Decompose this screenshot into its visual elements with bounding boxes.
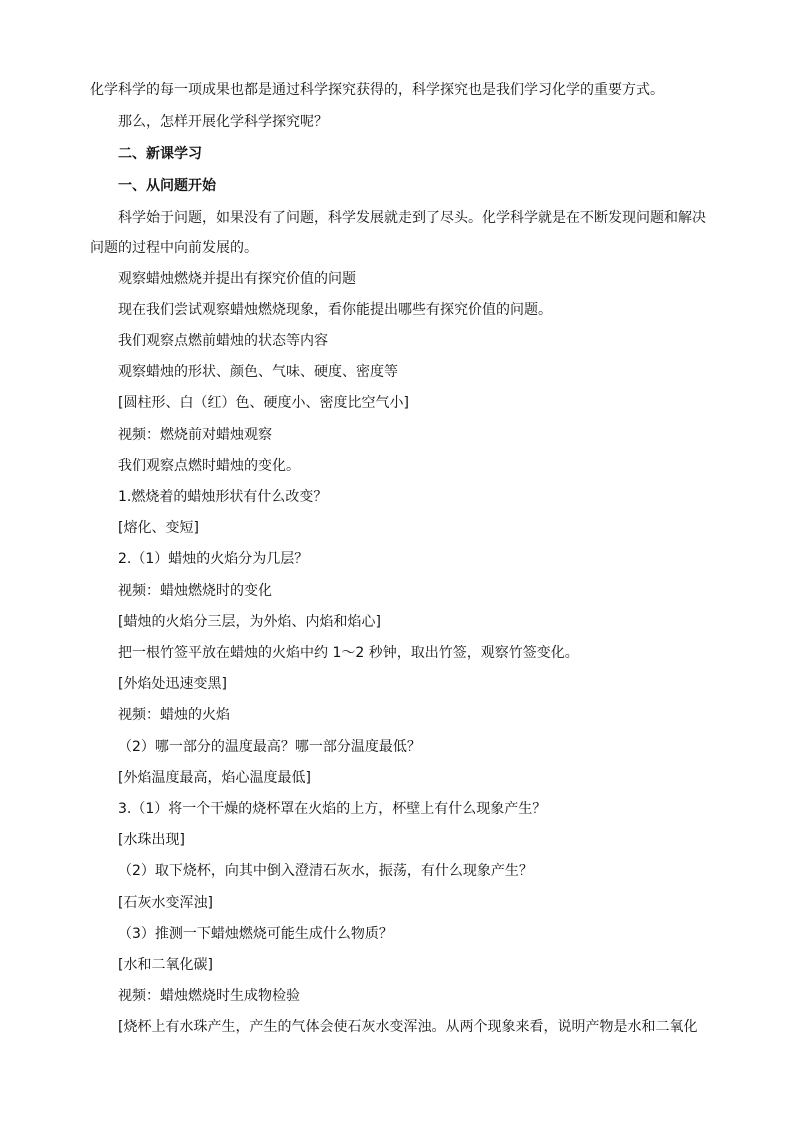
video-line: 视频：蜡烛的火焰	[118, 707, 230, 723]
answer-line: [外焰处迅速变黑]	[118, 676, 227, 692]
video-line: 视频：蜡烛燃烧时生成物检验	[118, 988, 300, 1004]
answer-line: [烧杯上有水珠产生，产生的气体会使石灰水变浑浊。从两个现象来看，说明产物是水和二氧化	[118, 1019, 698, 1035]
subsection-heading: 一、从问题开始	[118, 178, 216, 194]
paragraph-line: 我们观察点燃时蜡烛的变化。	[118, 458, 300, 474]
paragraph-line: 观察蜡烛燃烧并提出有探究价值的问题	[118, 271, 356, 287]
answer-line: [蜡烛的火焰分三层，为外焰、内焰和焰心]	[118, 614, 381, 630]
answer-line: [石灰水变浑浊]	[118, 895, 213, 911]
video-line: 视频：燃烧前对蜡烛观察	[118, 427, 272, 443]
paragraph-line: 把一根竹签平放在蜡烛的火焰中约 1～2 秒钟，取出竹签，观察竹签变化。	[118, 645, 579, 661]
question-line: （3）推测一下蜡烛燃烧可能生成什么物质？	[118, 926, 393, 942]
answer-line: [水珠出现]	[118, 832, 185, 848]
answer-line: [熔化、变短]	[118, 520, 199, 536]
paragraph-line: 我们观察点燃前蜡烛的状态等内容	[118, 333, 328, 349]
section-heading: 二、新课学习	[118, 146, 202, 162]
question-line: 3.（1）将一个干燥的烧杯罩在火焰的上方，杯壁上有什么现象产生？	[118, 801, 547, 817]
question-line: 1.燃烧着的蜡烛形状有什么改变？	[118, 489, 328, 505]
answer-line: [水和二氧化碳]	[118, 957, 213, 973]
question-line: 2.（1）蜡烛的火焰分为几层？	[118, 551, 309, 567]
paragraph-line: 那么，怎样开展化学科学探究呢？	[118, 114, 328, 130]
paragraph-line: 科学始于问题，如果没有了问题，科学发展就走到了尽头。化学科学就是在不断发现问题和解决	[118, 210, 706, 226]
answer-line: [外焰温度最高，焰心温度最低]	[118, 770, 311, 786]
paragraph-line: 化学科学的每一项成果也都是通过科学探究获得的，科学探究也是我们学习化学的重要方式。	[90, 82, 664, 98]
paragraph-line: 问题的过程中向前发展的。	[90, 240, 258, 256]
paragraph-line: 观察蜡烛的形状、颜色、气味、硬度、密度等	[118, 364, 398, 380]
paragraph-line: 现在我们尝试观察蜡烛燃烧现象，看你能提出哪些有探究价值的问题。	[118, 302, 552, 318]
question-line: （2）取下烧杯，向其中倒入澄清石灰水，振荡，有什么现象产生？	[118, 863, 533, 879]
question-line: （2）哪一部分的温度最高？哪一部分温度最低？	[118, 739, 421, 755]
video-line: 视频：蜡烛燃烧时的变化	[118, 583, 272, 599]
answer-line: [圆柱形、白（红）色、硬度小、密度比空气小]	[118, 395, 409, 411]
